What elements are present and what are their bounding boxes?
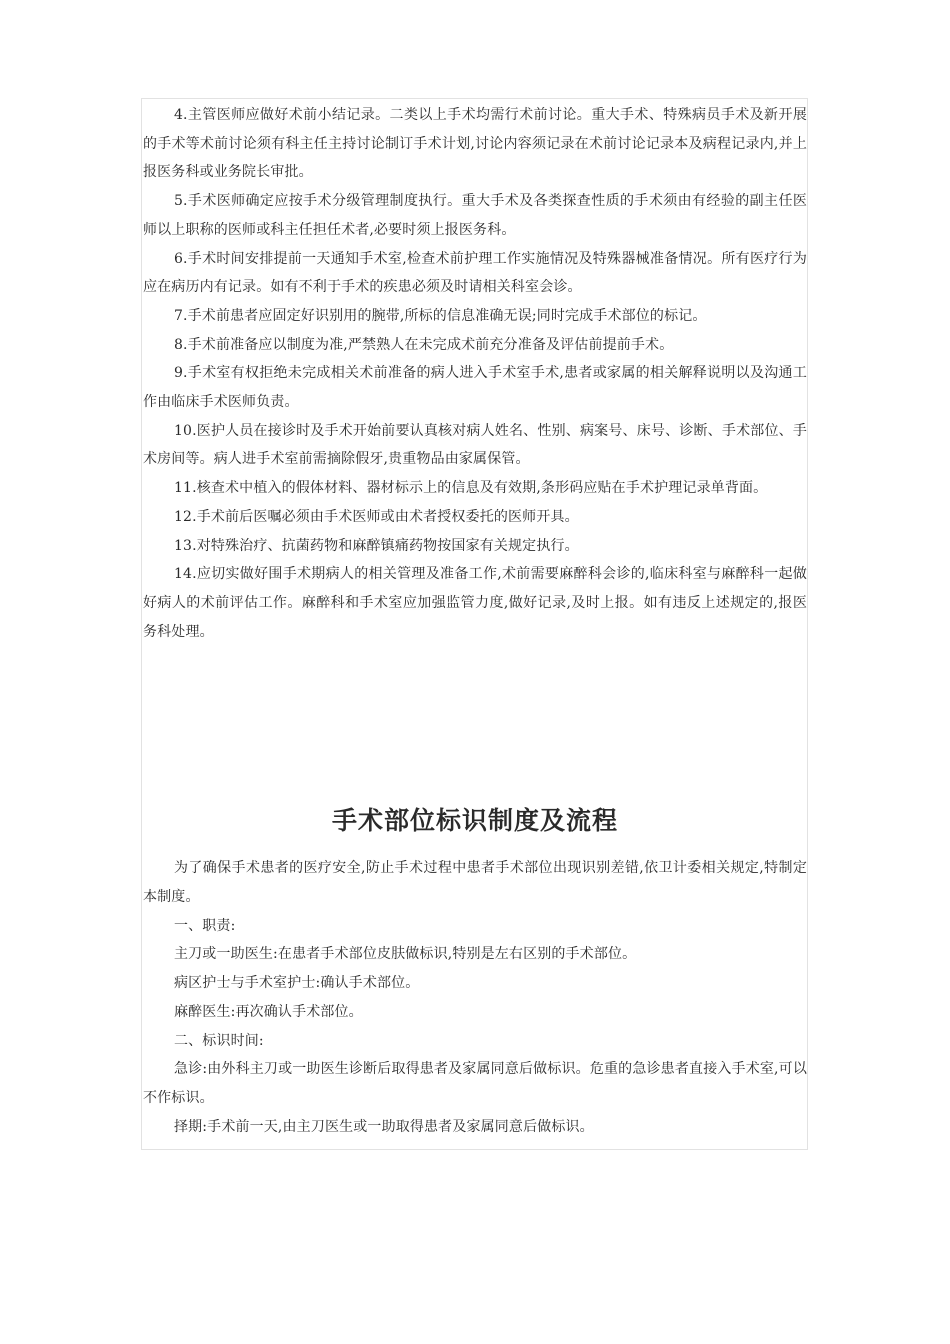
section-spacer bbox=[143, 646, 807, 801]
rule-item-10: 10.医护人员在接诊时及手术开始前要认真核对病人姓名、性别、病案号、床号、诊断、手术部位、手术房间等。病人进手术室前需摘除假牙,贵重物品由家属保管。 bbox=[143, 422, 807, 468]
rule-item-13: 13.对特殊治疗、抗菌药物和麻醉镇痛药物按国家有关规定执行。 bbox=[174, 537, 579, 554]
rule-item-14: 14.应切实做好围手术期病人的相关管理及准备工作,术前需要麻醉科会诊的,临床科室与麻醉科一起做好病人的术前评估工作。麻醉科和手术室应加强监管力度,做好记录,及时上报。如有违反上述规定的,报医务科处理。 bbox=[143, 566, 807, 640]
rule-item-11: 11.核查术中植入的假体材料、器材标示上的信息及有效期,条形码应贴在手术护理记录单背面。 bbox=[174, 480, 768, 497]
duty-surgeon: 主刀或一助医生:在患者手术部位皮肤做标识,特别是左右区别的手术部位。 bbox=[174, 946, 637, 963]
duty-anesthesiologist: 麻醉医生:再次确认手术部位。 bbox=[174, 1003, 363, 1020]
marking-time-emergency: 急诊:由外科主刀或一助医生诊断后取得患者及家属同意后做标识。危重的急诊患者直接入手术室,可以不作标识。 bbox=[143, 1061, 807, 1106]
rule-item-6: 6.手术时间安排提前一天通知手术室,检查术前护理工作实施情况及特殊器械准备情况。所有医疗行为应在病历内有记录。如有不利于手术的疾患必须及时请相关科室会诊。 bbox=[143, 250, 807, 296]
heading-marking-time: 二、标识时间: bbox=[174, 1032, 264, 1049]
rule-item-7: 7.手术前患者应固定好识别用的腕带,所标的信息准确无误;同时完成手术部位的标记。 bbox=[174, 307, 707, 324]
duty-nurse: 病区护士与手术室护士:确认手术部位。 bbox=[174, 975, 420, 992]
rule-item-4: 4.主管医师应做好术前小结记录。二类以上手术均需行术前讨论。重大手术、特殊病员手术及新开展的手术等术前讨论须有科主任主持讨论制订手术计划,讨论内容须记录在术前讨论记录本及病程记录内,并上报医务科或业务院长审批。 bbox=[143, 107, 807, 181]
rule-item-12: 12.手术前后医嘱必须由手术医师或由术者授权委托的医师开具。 bbox=[174, 508, 579, 525]
rule-item-8: 8.手术前准备应以制度为准,严禁熟人在未完成术前充分准备及评估前提前手术。 bbox=[174, 336, 674, 353]
rule-item-5: 5.手术医师确定应按手术分级管理制度执行。重大手术及各类探查性质的手术须由有经验的副主任医师以上职称的医师或科主任担任术者,必要时须上报医务科。 bbox=[143, 193, 807, 238]
document-body bbox=[143, 101, 807, 1141]
section-title: 手术部位标识制度及流程 bbox=[331, 806, 618, 836]
rule-item-9: 9.手术室有权拒绝未完成相关术前准备的病人进入手术室手术,患者或家属的相关解释说明以及沟通工作由临床手术医师负责。 bbox=[143, 365, 807, 411]
heading-duties: 一、职责: bbox=[174, 917, 236, 934]
marking-time-elective: 择期:手术前一天,由主刀医生或一助取得患者及家属同意后做标识。 bbox=[174, 1118, 594, 1135]
intro-paragraph: 为了确保手术患者的医疗安全,防止手术过程中患者手术部位出现识别差错,依卫计委相关规定,特制定本制度。 bbox=[143, 860, 807, 906]
